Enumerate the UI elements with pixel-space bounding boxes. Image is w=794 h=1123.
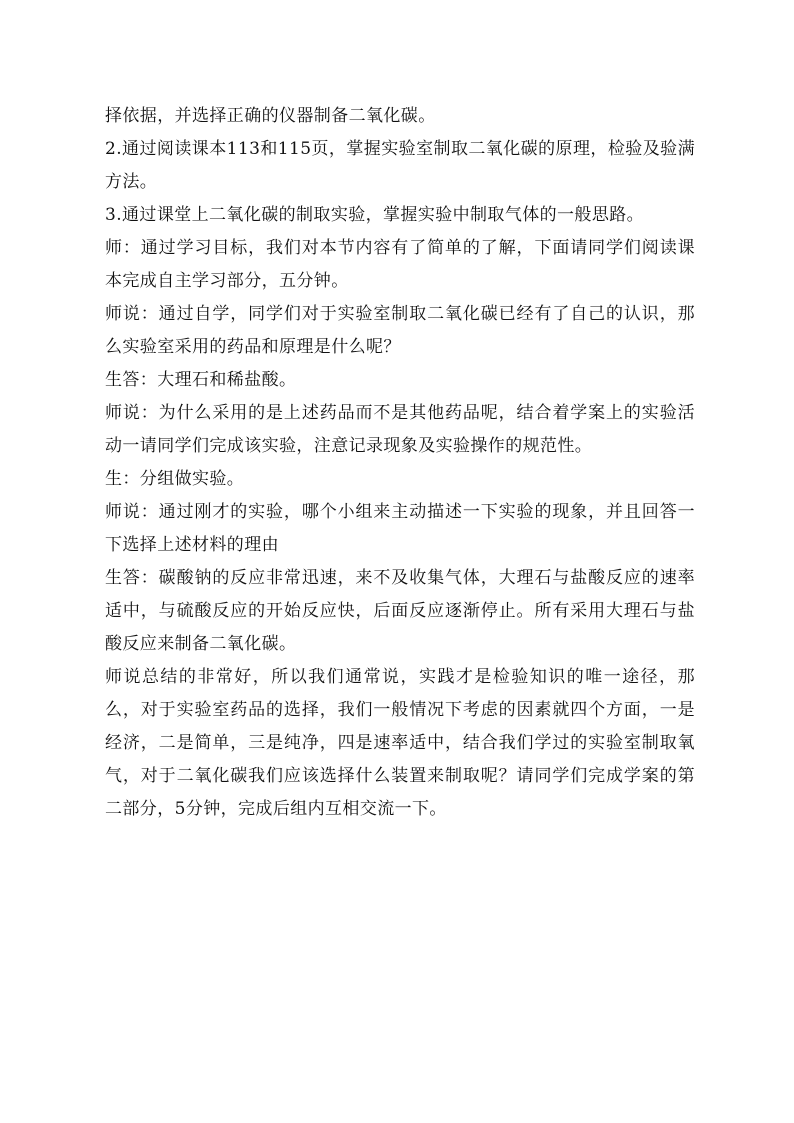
document-body: [105, 100, 695, 826]
paragraph-4: 师：通过学习目标，我们对本节内容有了简单的了解，下面请同学们阅读课本完成自主学习部分，五分钟。: [105, 238, 695, 291]
paragraph-5: 师说：通过自学，同学们对于实验室制取二氧化碳已经有了自己的认识，那么实验室采用的药品和原理是什么呢？: [105, 304, 695, 357]
paragraph-8: 生：分组做实验。: [105, 469, 245, 489]
paragraph-10: 生答：碳酸钠的反应非常迅速，来不及收集气体，大理石与盐酸反应的速率适中，与硫酸反应的开始反应快，后面反应逐渐停止。所有采用大理石与盐酸反应来制备二氧化碳。: [105, 568, 695, 654]
paragraph-2: 2.通过阅读课本113和115页，掌握实验室制取二氧化碳的原理，检验及验满方法。: [105, 139, 695, 192]
paragraph-9: 师说：通过刚才的实验，哪个小组来主动描述一下实验的现象，并且回答一下选择上述材料的理由: [105, 502, 695, 555]
paragraph-1: 择依据，并选择正确的仪器制备二氧化碳。: [105, 106, 436, 126]
paragraph-6: 生答：大理石和稀盐酸。: [105, 370, 297, 390]
paragraph-7: 师说：为什么采用的是上述药品而不是其他药品呢，结合着学案上的实验活动一请同学们完成该实验，注意记录现象及实验操作的规范性。: [105, 403, 695, 456]
paragraph-11: 师说总结的非常好，所以我们通常说，实践才是检验知识的唯一途径，那么，对于实验室药品的选择，我们一般情况下考虑的因素就四个方面，一是经济，二是简单，三是纯净，四是速率适中，结合我们学过的实验室制取氧气，对于二氧化碳我们应该选择什么装置来制取呢？请同学们完成学案的第二部分，5分钟，完成后组内互相交流一下。: [105, 667, 695, 819]
paragraph-3: 3.通过课堂上二氧化碳的制取实验，掌握实验中制取气体的一般思路。: [105, 205, 645, 225]
